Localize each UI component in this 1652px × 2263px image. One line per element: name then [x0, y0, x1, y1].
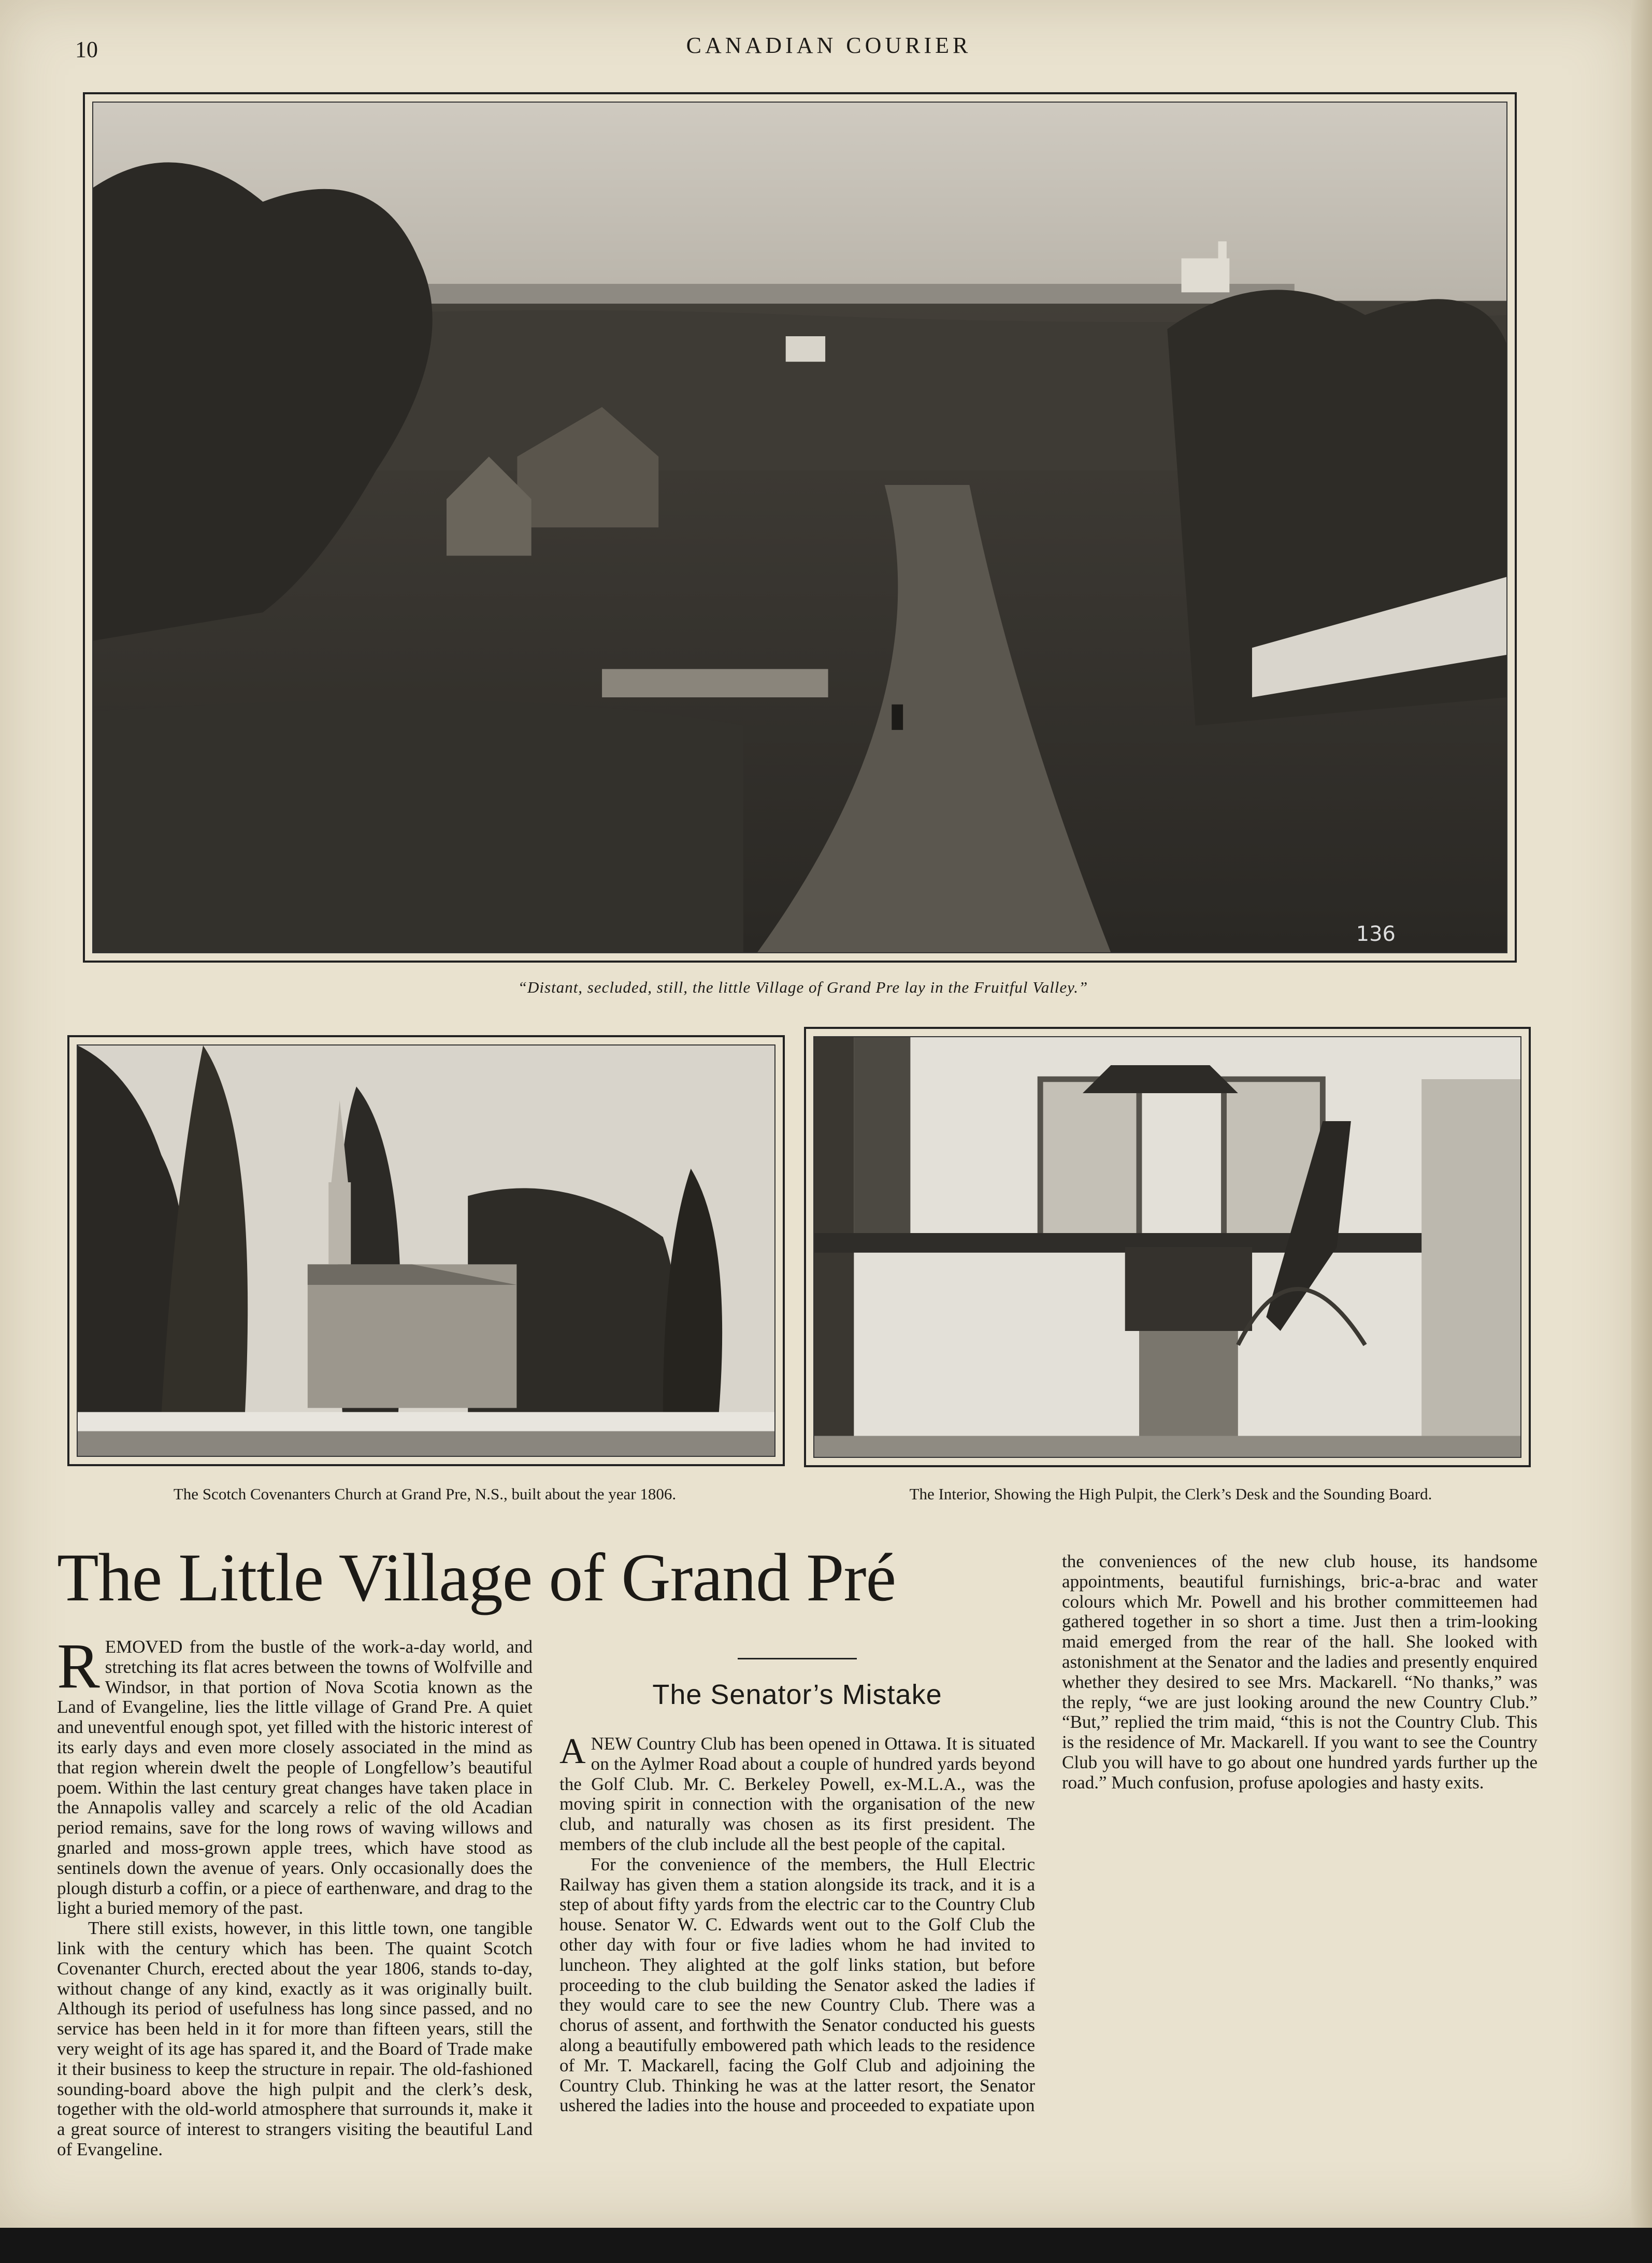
main-photo-caption: “Distant, secluded, still, the little Village of Grand Pre lay in the Fruitful Valley.” [518, 978, 1088, 996]
page-spine-edge [1631, 0, 1652, 2228]
article-paragraph-1 [57, 1630, 533, 1918]
drop-cap-a: A [559, 1731, 586, 1771]
article-column-1 [57, 1630, 533, 2160]
article-headline: The Little Village of Grand Pré [57, 1539, 896, 1615]
section-rule [738, 1658, 857, 1659]
senator-paragraph-2-continued: the conveniences of the new club house, its handsome appointments, beautiful furnishings, bric-a-brac and water colours which Mr. Powell and his brother committeemen had gathered together in so short a time. Just then a trim-looking maid emerged from the rear of the hall. She looked with astonishment at the Senator and the ladies and presently enquired whether they desired to see Mrs. Mackarell. “No thanks,” was the reply, “we are just looking around the new Country Club.” “But,” replied the trim maid, “this is not the Country Club. This is the residence of Mr. Mackarell. If you want to see the Country Club you will have to go about one hundred yards further up the road.” Much confusion, profuse apologies and hasty exits. [1062, 1551, 1538, 1793]
village-landscape-image [93, 103, 1506, 952]
church-photo-caption: The Scotch Covenanters Church at Grand Pre, N.S., built about the year 1806. [173, 1485, 677, 1503]
main-photo-frame [83, 92, 1517, 963]
article-paragraph-2: There still exists, however, in this little town, one tangible link with the century which has been. The quaint Scotch Covenanter Church, erected about the year 1806, stands to-day, without change of any kind, exactly as it was originally built. Although its period of usefulness has long since passed, and no service has been held in it for more than fifteen years, still the very weight of its age has spared it, and the Board of Trade make it their business to keep the structure in repair. The old-fashioned sounding-board above the high pulpit and the clerk’s desk, together with the old-world atmosphere that surrounds it, make it a great source of interest to strangers visiting the beautiful Land of Evangeline. [57, 1918, 533, 2159]
article-column-3 [1062, 1552, 1538, 1793]
article-paragraph-1-text: EMOVED from the bustle of the work-a-day world, and stretching its flat acres between the towns of Wolfville and Windsor, in that portion of Nova Scotia known as the Land of Evangeline, lies the little village of Grand Pre. A quiet and uneventful enough spot, yet filled with the historic interest of its early days and even more closely associated in the mind as that region wherein dwelt the people of Longfellow’s beautiful poem. Within the last century great changes have taken place in the Annapolis valley and scarcely a relic of the old Acadian period remains, save for the long rows of waving willows and gnarled and moss-grown apple trees, which have stood as sentinels down the avenue of years. Only occasionally does the plough disturb a coffin, or a piece of earthenware, and drag to the light a buried memory of the past. [57, 1637, 533, 1918]
senator-paragraph-1 [559, 1731, 1035, 1855]
page-number: 10 [75, 37, 98, 62]
senator-paragraph-2: For the convenience of the members, the Hull Electric Railway has given them a station alongside its track, and it is a step of about fifty yards from the electric car to the Country Club house. Senator W. C. Edwards went out to the Golf Club the other day with four or five ladies whom he had invited to luncheon. They alighted at the golf links station, but before proceeding to the club building the Senator asked the ladies if they would care to see the new Country Club. There was a chorus of assent, and forthwith the Senator conducted his guests along a beautifully embowered path which leads to the residence of Mr. T. Mackarell, facing the Golf Club and adjoining the Country Club. Thinking he was at the latter resort, the Senator ushered the ladies into the house and proceeded to expatiate upon [559, 1854, 1035, 2116]
interior-photo-caption: The Interior, Showing the High Pulpit, the Clerk’s Desk and the Sounding Board. [909, 1485, 1432, 1503]
running-head: CANADIAN COURIER [686, 33, 972, 58]
interior-photo-frame [804, 1027, 1531, 1467]
senator-subhead: The Senator’s Mistake [652, 1679, 942, 1710]
church-photo-frame [67, 1035, 785, 1466]
scan-bottom-strip [0, 2228, 1652, 2263]
drop-cap-r: R [57, 1630, 100, 1701]
church-exterior-photo [77, 1044, 775, 1457]
church-interior-image [814, 1037, 1520, 1457]
church-exterior-image [78, 1045, 774, 1456]
article-column-2 [559, 1637, 1035, 2116]
village-landscape-photo [92, 102, 1507, 953]
church-interior-photo [813, 1036, 1521, 1458]
plate-mark: 136 [1356, 922, 1396, 946]
senator-paragraph-1-text: NEW Country Club has been opened in Ottawa. It is situated on the Aylmer Road about a couple of hundred yards beyond the Golf Club. Mr. C. Berkeley Powell, ex-M.L.A., was the moving spirit in connection with the organisation of the new club, and naturally was chosen as its first president. The members of the club include all the best people of the capital. [559, 1734, 1035, 1854]
